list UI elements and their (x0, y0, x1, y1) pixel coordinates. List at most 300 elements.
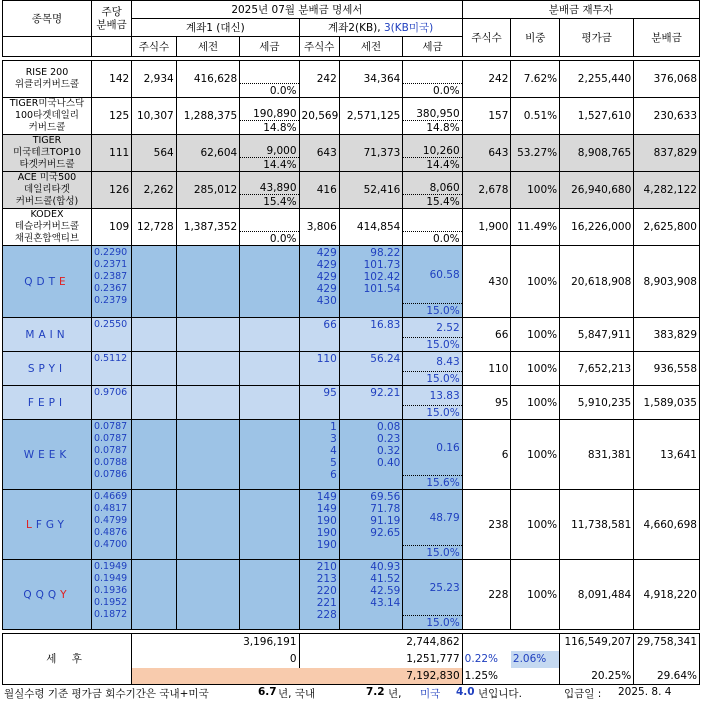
totals-empty-2 (560, 651, 634, 668)
us-a2-pretax-line: 91.19 (370, 515, 401, 527)
header-distribution: 분배금 (634, 19, 700, 57)
row-distribution: 4,282,122 (634, 172, 700, 209)
totals-pct2: 2.06% (511, 651, 560, 668)
us-ticker-letter: Q (23, 588, 36, 601)
row-a1-tax-rate: 0.0% (240, 83, 298, 97)
us-a2-tax-rate: 15.0% (403, 545, 461, 559)
us-distribution: 13,641 (634, 420, 700, 490)
us-a1-pretax-empty (176, 318, 240, 352)
us-dps-line: 0.2387 (93, 271, 128, 282)
us-a2-shares-line: 210 (316, 561, 337, 573)
row-a2-pretax: 414,854 (339, 209, 403, 246)
row-re-shares: 157 (462, 98, 511, 135)
us-dps-line: 0.2379 (93, 295, 128, 306)
us-a2-pretax-line: 0.23 (376, 433, 401, 445)
us-a2-shares (299, 560, 339, 630)
us-a2-tax-rate: 15.0% (403, 615, 461, 629)
row-re-shares: 242 (462, 61, 511, 98)
row-a1-tax (240, 135, 299, 172)
row-dps: 109 (91, 209, 131, 246)
us-ticker-letter: S (27, 362, 39, 375)
row-ratio: 53.27% (511, 135, 560, 172)
us-valuation: 11,738,581 (560, 490, 634, 560)
us-ratio: 100% (511, 246, 560, 318)
us-dps-line: 0.0787 (93, 433, 128, 444)
header-dividend (91, 1, 131, 37)
us-a2-pretax-line: 98.22 (370, 247, 401, 259)
us-ticker-letter: E (59, 275, 70, 288)
us-dps (91, 318, 131, 352)
us-a2-shares-line: 6 (330, 469, 337, 481)
us-a1-shares-empty (132, 386, 176, 420)
row-name-line: 100타겟데일리 (14, 110, 79, 121)
us-a2-shares-line: 220 (316, 585, 337, 597)
us-ticker-letter: E (38, 448, 49, 461)
us-a2-pretax (339, 318, 403, 352)
us-a1-shares-empty (132, 318, 176, 352)
us-a2-shares (299, 246, 339, 318)
header-a1-tax: 세금 (240, 37, 299, 57)
row-name-line: 테슬라커버드콜 (14, 221, 80, 232)
us-dps-line: 0.4799 (93, 515, 128, 526)
row-valuation: 2,255,440 (560, 61, 634, 98)
us-a2-pretax-line: 56.24 (370, 353, 401, 365)
row-a2-tax-split (403, 61, 461, 97)
us-a2-pretax-line: 40.93 (370, 561, 401, 573)
footer-val1: 6.7 (258, 686, 277, 698)
row-name-line: 채권혼합액티브 (14, 233, 80, 244)
us-a1-pretax-empty (176, 386, 240, 420)
us-a1-pretax-empty (176, 420, 240, 490)
row-a1-tax-value (240, 61, 298, 83)
us-a2-tax (403, 318, 462, 352)
header-valuation: 평가금 (560, 19, 634, 57)
us-a2-shares-line: 430 (316, 295, 337, 307)
row-a1-tax-value (240, 209, 298, 231)
us-a2-pretax-line: 101.73 (363, 259, 401, 271)
us-a2-pretax-line: 43.14 (370, 597, 401, 609)
footer-date: 2025. 8. 4 (618, 686, 672, 698)
row-a2-tax-value: 10,260 (422, 145, 460, 157)
us-ticker (3, 560, 92, 630)
us-ticker-letter: P (48, 396, 59, 409)
us-ticker-letter: Q (24, 275, 37, 288)
row-a1-tax-split (240, 209, 298, 245)
us-ticker (3, 246, 92, 318)
us-a2-tax-value: 25.23 (429, 581, 460, 594)
us-a1-shares-empty (132, 352, 176, 386)
row-dps: 126 (91, 172, 131, 209)
us-ticker-letter: L (26, 518, 36, 531)
us-dps-line: 0.4700 (93, 539, 128, 550)
us-a2-shares-line: 149 (316, 491, 337, 503)
us-dps-line: 0.4669 (93, 491, 128, 502)
us-a2-tax-value: 8.43 (436, 355, 460, 368)
us-a2-tax (403, 246, 462, 318)
row-ratio: 100% (511, 172, 560, 209)
us-valuation: 7,652,213 (560, 352, 634, 386)
us-a2-tax-rate: 15.0% (403, 303, 461, 317)
us-a2-tax-value: 0.16 (436, 441, 460, 454)
totals-a2-after: 1,251,777 (299, 651, 462, 668)
us-a2-shares (299, 318, 339, 352)
totals-a2-pretax: 2,744,862 (299, 634, 462, 651)
row-name-line: 타겟커버드콜 (19, 159, 75, 170)
us-a2-pretax-line: 69.56 (370, 491, 401, 503)
us-a2-shares-line: 429 (316, 247, 337, 259)
totals-empty-3 (634, 651, 700, 668)
row-a2-pretax: 71,373 (339, 135, 403, 172)
us-valuation: 20,618,908 (560, 246, 634, 318)
header-blank-2 (91, 37, 131, 57)
row-a1-tax-rate: 14.8% (240, 120, 298, 134)
us-re-shares: 66 (462, 318, 511, 352)
us-re-shares: 95 (462, 386, 511, 420)
header-re-shares: 주식수 (462, 19, 511, 57)
header-statement: 2025년 07월 분배금 명세서 (132, 1, 462, 19)
us-a2-tax-split (403, 420, 461, 489)
us-ticker-letter: Y (48, 362, 60, 375)
us-a2-tax-value: 13.83 (429, 389, 460, 402)
row-a1-shares: 2,262 (132, 172, 176, 209)
row-a2-tax-value: 380,950 (416, 108, 460, 120)
us-a1-shares-empty (132, 490, 176, 560)
us-valuation: 5,847,911 (560, 318, 634, 352)
us-a2-tax-value: 48.79 (429, 511, 460, 524)
row-a2-tax (403, 172, 462, 209)
footer-text6: 입금일 : (564, 688, 602, 700)
row-a1-pretax: 62,604 (176, 135, 240, 172)
row-a1-tax-rate: 15.4% (240, 194, 298, 208)
row-a1-shares: 2,934 (132, 61, 176, 98)
totals-pct5: 29.64% (634, 668, 700, 685)
row-a1-tax-split (240, 135, 298, 171)
us-a2-shares (299, 490, 339, 560)
us-a1-shares-empty (132, 420, 176, 490)
footer-text3: 년, (388, 688, 402, 700)
us-distribution: 4,918,220 (634, 560, 700, 630)
us-dps-line: 0.4817 (93, 503, 128, 514)
us-a1-tax-empty (240, 352, 299, 386)
us-ticker-letter: F (35, 518, 46, 531)
header-reinvest: 분배금 재투자 (462, 1, 699, 19)
us-a1-tax-empty (240, 490, 299, 560)
header-dividend-line2: 분배금 (96, 18, 127, 31)
row-a1-pretax: 416,628 (176, 61, 240, 98)
us-dps-line: 0.4876 (93, 527, 128, 538)
us-a2-pretax-line: 92.21 (370, 387, 401, 399)
us-dps (91, 352, 131, 386)
us-a1-tax-empty (240, 318, 299, 352)
row-name-line: 커버드콜(합성) (15, 196, 79, 207)
us-a2-shares-line: 1 (330, 421, 337, 433)
us-a2-pretax (339, 246, 403, 318)
row-name-line: TIGER (32, 135, 62, 146)
row-a1-tax-split (240, 61, 298, 97)
us-a2-tax-rate: 15.6% (403, 475, 461, 489)
row-ratio: 7.62% (511, 61, 560, 98)
us-dps-line: 0.0787 (93, 421, 128, 432)
footer-text5: 년입니다. (478, 688, 522, 700)
us-a2-pretax (339, 490, 403, 560)
header-ratio: 비중 (511, 19, 560, 57)
row-a2-tax-rate: 14.4% (403, 157, 461, 171)
us-re-shares: 110 (462, 352, 511, 386)
totals-combined: 7,192,830 (132, 668, 462, 685)
us-distribution: 383,829 (634, 318, 700, 352)
us-a2-pretax-line: 41.52 (370, 573, 401, 585)
row-a2-tax-split (403, 209, 461, 245)
us-ticker-letter: F (27, 396, 38, 409)
row-a2-shares: 416 (299, 172, 339, 209)
row-dps: 111 (91, 135, 131, 172)
header-a2-shares: 주식수 (299, 37, 339, 57)
us-dps-line: 0.0788 (93, 457, 128, 468)
row-a1-tax (240, 98, 299, 135)
totals-label: 세 후 (3, 634, 132, 685)
row-name-line: ACE 미국500 (17, 172, 77, 183)
row-name (3, 172, 92, 209)
row-a1-shares: 564 (132, 135, 176, 172)
row-distribution: 376,068 (634, 61, 700, 98)
us-a2-shares-line: 213 (316, 573, 337, 585)
row-a2-tax-rate: 0.0% (403, 83, 461, 97)
us-dps-line: 0.0787 (93, 445, 128, 456)
us-a2-pretax-line (342, 539, 401, 551)
row-name-line: 데일리타겟 (24, 184, 70, 195)
totals-pct1: 0.22% (462, 651, 511, 668)
us-a2-tax (403, 352, 462, 386)
totals-a1-after: 0 (132, 651, 299, 668)
row-name (3, 61, 92, 98)
row-valuation: 26,940,680 (560, 172, 634, 209)
header-account1: 계좌1 (대신) (132, 19, 299, 37)
row-a2-pretax: 2,571,125 (339, 98, 403, 135)
us-dps-line: 0.5112 (93, 353, 128, 364)
us-re-shares: 430 (462, 246, 511, 318)
us-distribution: 936,558 (634, 352, 700, 386)
totals-a1-pretax: 3,196,191 (132, 634, 299, 651)
us-ticker-letter: P (38, 362, 49, 375)
row-distribution: 837,829 (634, 135, 700, 172)
us-a2-tax-split (403, 490, 461, 559)
us-ticker-letter: Q (35, 588, 48, 601)
us-dps (91, 386, 131, 420)
us-ticker (3, 318, 92, 352)
header-a1-pretax: 세전 (176, 37, 240, 57)
us-a2-tax-value: 2.52 (436, 321, 460, 334)
row-name-line: TIGER미국나스닥 (9, 98, 85, 109)
us-ticker-letter: E (37, 396, 49, 409)
us-a1-pretax-empty (176, 246, 240, 318)
row-a2-tax-rate: 14.8% (403, 120, 461, 134)
row-distribution: 2,625,800 (634, 209, 700, 246)
us-dps-line: 0.2290 (93, 247, 128, 258)
header-account2-blue: 3(KB미국) (383, 21, 434, 34)
us-a2-shares-line: 110 (316, 353, 337, 365)
row-dps: 125 (91, 98, 131, 135)
us-dps-line: 0.1949 (93, 561, 128, 572)
row-name-line: KODEX (30, 209, 64, 220)
row-a2-tax (403, 135, 462, 172)
us-ticker-letter: Y (60, 588, 71, 601)
us-re-shares: 228 (462, 560, 511, 630)
us-distribution: 1,589,035 (634, 386, 700, 420)
us-a2-pretax-line (342, 609, 401, 621)
us-dps-line: 0.1872 (93, 609, 128, 620)
us-a2-pretax-line: 16.83 (370, 319, 401, 331)
us-valuation: 5,910,235 (560, 386, 634, 420)
us-a2-pretax (339, 420, 403, 490)
us-ticker-letter: T (48, 275, 60, 288)
totals-pct4: 20.25% (560, 668, 634, 685)
row-a2-tax-rate: 15.4% (403, 194, 461, 208)
row-a2-tax-split (403, 172, 461, 208)
us-a1-pretax-empty (176, 560, 240, 630)
row-a1-tax-rate: 14.4% (240, 157, 298, 171)
us-dps (91, 560, 131, 630)
us-a2-shares-line: 3 (330, 433, 337, 445)
us-ticker-letter: Q (47, 588, 61, 601)
row-valuation: 16,226,000 (560, 209, 634, 246)
us-dps-line: 0.0786 (93, 469, 128, 480)
us-ticker (3, 386, 92, 420)
us-ticker-letter: M (25, 328, 39, 341)
us-a2-pretax (339, 560, 403, 630)
row-a1-tax-value: 43,890 (259, 182, 297, 194)
row-a1-pretax: 285,012 (176, 172, 240, 209)
us-ticker-letter: K (59, 448, 71, 461)
us-a2-tax-rate: 15.0% (403, 405, 461, 419)
us-ratio: 100% (511, 560, 560, 630)
row-name (3, 135, 92, 172)
us-ticker-letter: A (38, 328, 50, 341)
us-a2-shares-line: 429 (316, 259, 337, 271)
us-ticker-letter: N (56, 328, 69, 341)
row-a2-pretax: 52,416 (339, 172, 403, 209)
us-a2-tax-split (403, 386, 461, 419)
us-a2-tax-split (403, 318, 461, 351)
us-ticker (3, 352, 92, 386)
row-a2-tax (403, 98, 462, 135)
us-ticker-letter: W (23, 448, 39, 461)
row-valuation: 8,908,765 (560, 135, 634, 172)
us-a2-shares-line: 4 (330, 445, 337, 457)
us-a2-pretax (339, 352, 403, 386)
row-a2-tax-split (403, 98, 461, 134)
us-a2-tax (403, 420, 462, 490)
us-ticker-letter: I (49, 328, 57, 341)
footer-text4: 미국 (420, 688, 441, 700)
us-a2-pretax-line (342, 469, 401, 481)
row-a1-tax-value: 190,890 (253, 108, 297, 120)
us-distribution: 4,660,698 (634, 490, 700, 560)
row-a1-tax-rate: 0.0% (240, 231, 298, 245)
us-ratio: 100% (511, 490, 560, 560)
us-ticker-letter: I (58, 396, 67, 409)
row-a1-shares: 12,728 (132, 209, 176, 246)
footer-summary (4, 686, 707, 700)
row-re-shares: 643 (462, 135, 511, 172)
row-re-shares: 2,678 (462, 172, 511, 209)
row-dps: 142 (91, 61, 131, 98)
row-a2-shares: 3,806 (299, 209, 339, 246)
row-name-line: RISE 200 (25, 67, 69, 78)
header-a2-tax: 세금 (403, 37, 462, 57)
row-distribution: 230,633 (634, 98, 700, 135)
row-valuation: 1,527,610 (560, 98, 634, 135)
us-a2-shares-line: 429 (316, 271, 337, 283)
us-ticker-letter: Y (57, 518, 68, 531)
us-dps (91, 420, 131, 490)
us-ticker-letter: I (59, 362, 67, 375)
us-a2-tax (403, 490, 462, 560)
us-ratio: 100% (511, 386, 560, 420)
us-dps-line: 0.1952 (93, 597, 128, 608)
row-a2-tax (403, 209, 462, 246)
row-name (3, 209, 92, 246)
header-name: 종목명 (3, 1, 92, 37)
footer-text2: 년, 국내 (278, 688, 316, 700)
row-name-line: 위클리커버드콜 (14, 79, 80, 90)
us-a2-shares-line: 5 (330, 457, 337, 469)
us-a1-tax-empty (240, 420, 299, 490)
us-a2-shares-line: 95 (323, 387, 337, 399)
us-a2-pretax-line: 0.32 (376, 445, 401, 457)
row-a2-shares: 242 (299, 61, 339, 98)
us-a2-tax (403, 560, 462, 630)
row-a2-tax-rate: 0.0% (403, 231, 461, 245)
us-a2-pretax-line: 71.78 (370, 503, 401, 515)
header-account2-prefix: 계좌2(KB), (328, 21, 384, 34)
row-a1-tax-value: 9,000 (266, 145, 297, 157)
us-a2-tax-split (403, 352, 461, 385)
us-a2-tax-rate: 15.0% (403, 371, 461, 385)
us-a2-shares-line: 429 (316, 283, 337, 295)
us-ratio: 100% (511, 420, 560, 490)
us-a2-pretax-line: 0.08 (376, 421, 401, 433)
us-a2-shares (299, 352, 339, 386)
row-a2-tax-value: 8,060 (429, 182, 460, 194)
us-dps-line: 0.1936 (93, 585, 128, 596)
footer-text1: 월실수령 기준 평가금 회수기간은 국내+미국 (4, 688, 209, 700)
us-re-shares: 238 (462, 490, 511, 560)
row-a1-tax (240, 172, 299, 209)
us-a2-shares (299, 386, 339, 420)
totals-valuation: 116,549,207 (560, 634, 634, 651)
us-a1-shares-empty (132, 560, 176, 630)
header-a1-shares: 주식수 (132, 37, 176, 57)
row-name-line: 미국테크TOP10 (13, 147, 81, 158)
us-ticker-letter: D (36, 275, 49, 288)
us-dps-line: 0.1949 (93, 573, 128, 584)
row-a1-pretax: 1,387,352 (176, 209, 240, 246)
us-a1-tax-empty (240, 560, 299, 630)
totals-empty (462, 634, 559, 651)
row-a1-tax (240, 209, 299, 246)
us-distribution: 8,903,908 (634, 246, 700, 318)
us-ticker (3, 420, 92, 490)
row-a2-pretax: 34,364 (339, 61, 403, 98)
us-a2-shares (299, 420, 339, 490)
totals-empty-4 (511, 668, 560, 685)
row-name (3, 98, 92, 135)
us-a1-pretax-empty (176, 490, 240, 560)
us-dps-line: 0.9706 (93, 387, 128, 398)
us-ticker-letter: G (45, 518, 58, 531)
us-a2-pretax-line (342, 295, 401, 307)
us-a1-tax-empty (240, 246, 299, 318)
